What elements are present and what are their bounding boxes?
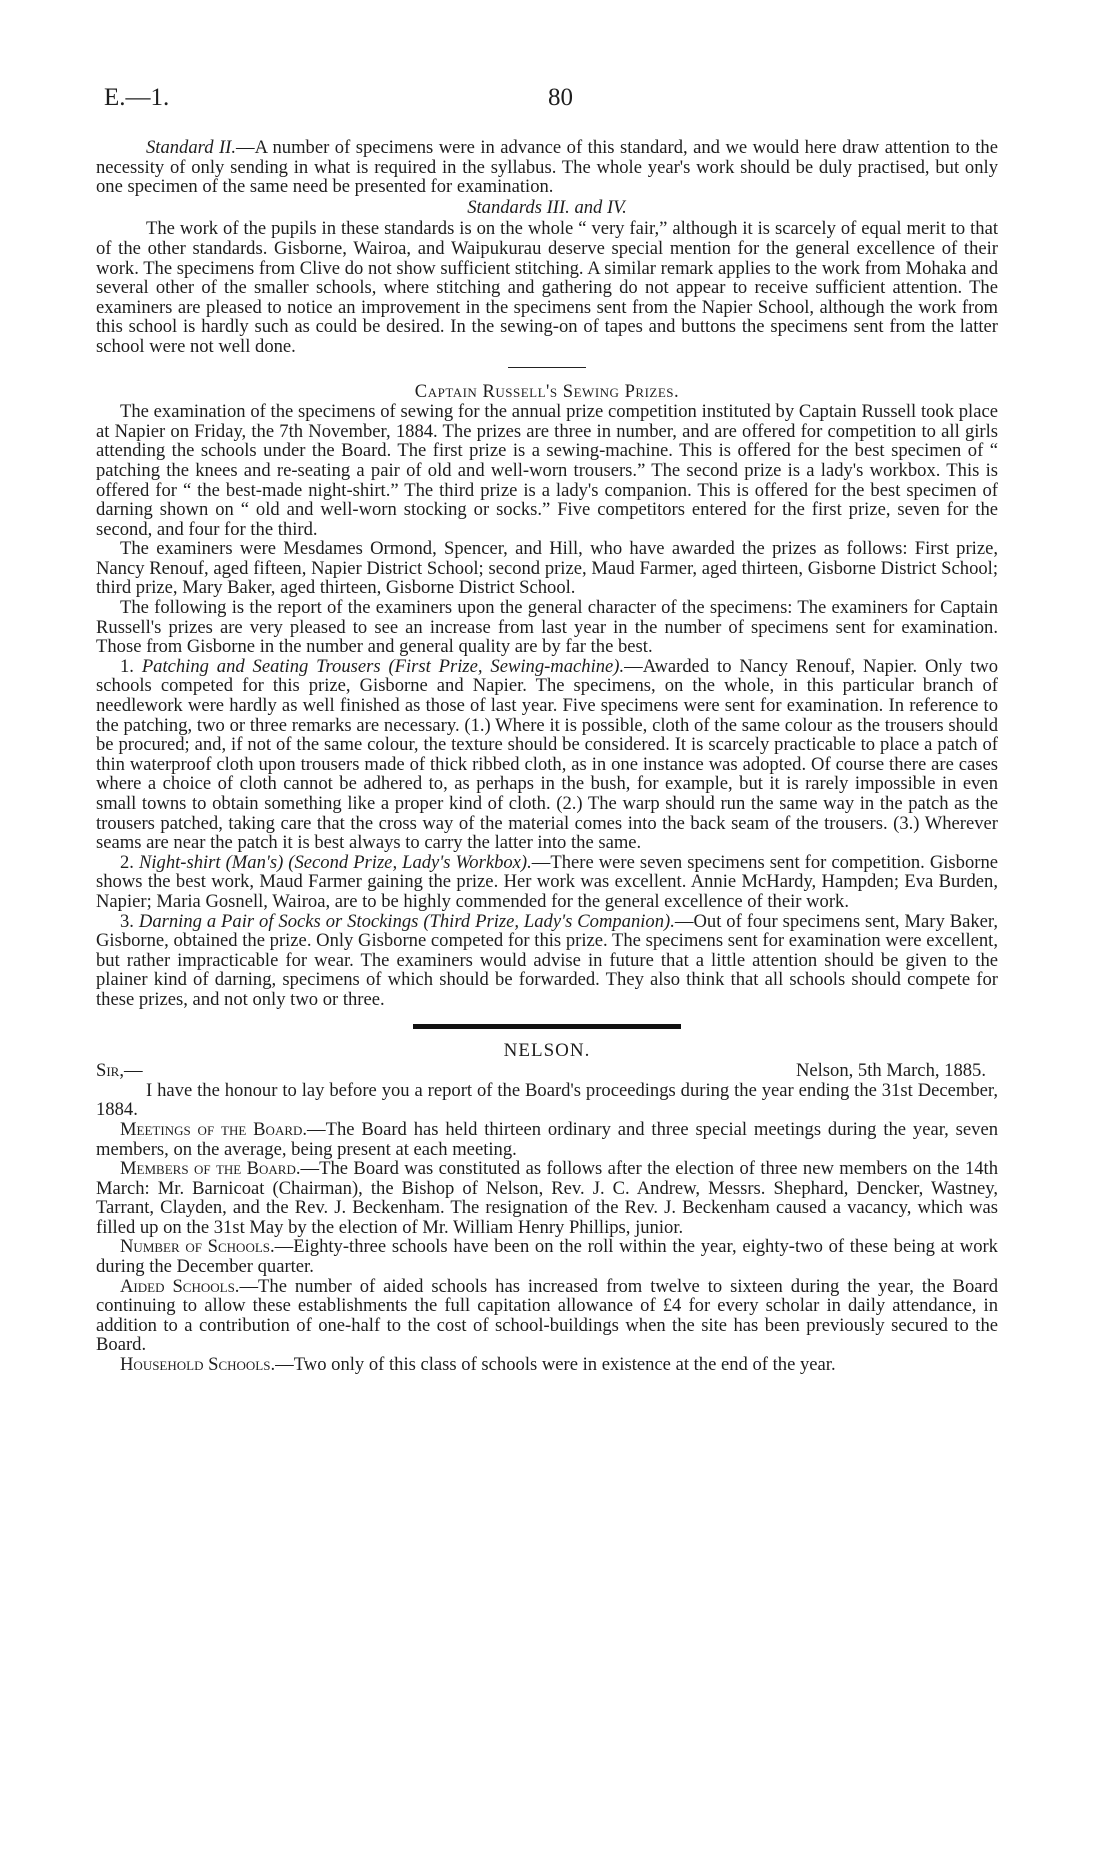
report-item-3-title: Darning a Pair of Socks or Stockings (Third Prize, Lady's Companion).: [138, 910, 675, 932]
members-paragraph: [96, 1159, 998, 1237]
report-item-1-title: Patching and Seating Trousers (First Prize, Sewing-machine).: [141, 655, 625, 677]
report-item-2: [96, 853, 998, 912]
report-item-3-number: 3.: [120, 910, 134, 932]
household-schools-paragraph: [96, 1355, 998, 1375]
nelson-intro: I have the honour to lay before you a report of the Board's proceedings during the year ending the 31st December, 1884.: [96, 1079, 998, 1121]
members-text: —The Board was constituted as follows after the election of three new members on the 14th March: Mr. Barnicoat (Chairman), the Bishop of Nelson, Rev. J. C. Andrew, Messrs. Shephard, Dencker, Wastney, Tarrant, Clayden, and the Rev. J. Beckenham. The resignation of the Rev. J. Beckenham caused a vacancy, which was filled up on the 31st May by the election of Mr. William Henry Phillips, junior.: [96, 1158, 999, 1238]
aided-schools-paragraph: [96, 1277, 998, 1355]
number-of-schools-paragraph: [96, 1237, 998, 1276]
page-body: [96, 138, 998, 1375]
report-item-1-text: —Awarded to Nancy Renouf, Napier. Only two schools competed for this prize, Gisborne and Napier. The specimens, on the whole, in this particular branch of needlework were hardly as well finished as those of last year. Five specimens were sent for examination. In reference to the patching, two or three remarks are necessary. (1.) Where it is possible, cloth of the same colour as the trousers should be procured; and, if not of the same colour, the texture should be considered. It is scarcely practicable to place a patch of thin waterproof cloth upon trousers made of thick ribbed cloth, as in one instance was adopted. Of course there are cases where a choice of cloth cannot be adhered to, as perhaps in the bush, for example, but it is rarely impossible in even small towns to obtain something like a proper kind of cloth. (2.) The warp should run the same way in the patch as the trousers patched, taking care that the cross way of the material comes into the back seam of the trousers. (3.) Wherever seams are near the patch it is best always to carry the latter into the same.: [96, 655, 998, 854]
series-code: E.—1.: [104, 84, 170, 111]
russell-paragraph-2: The examiners were Mesdames Ormond, Spencer, and Hill, who have awarded the prizes as follows: First prize, Nancy Renouf, aged fifteen, Napier District School; second prize, Maud Farmer, aged thirteen, Gisborne District School; third prize, Mary Baker, aged thirteen, Gisborne District School.: [96, 538, 998, 599]
meetings-label: Meetings of the Board.: [120, 1118, 308, 1140]
report-item-3: [96, 912, 998, 1010]
standard-two-text: —A number of specimens were in advance of this standard, and we would here draw attention to the necessity of only sending in what is required in the syllabus. The whole year's work should be duly practised, but only one specimen of the same need be presented for examination.: [96, 137, 998, 198]
report-item-1: [96, 657, 998, 853]
household-schools-label: Household Schools.: [120, 1354, 276, 1376]
thick-divider: [413, 1024, 681, 1029]
russell-paragraph-3: The following is the report of the examiners upon the general character of the specimens: The examiners for Captain Russell's prizes are very pleased to see an increase from last year in the number of specimens sent for examination. Those from Gisborne in the number and general quality are by far the best.: [96, 597, 998, 658]
standard-two-paragraph: [96, 138, 998, 197]
standards-three-four-paragraph: The work of the pupils in these standards is on the whole “ very fair,” although it is scarcely of equal merit to that of the other standards. Gisborne, Wairoa, and Waipukurau deserve special mention for the general excellence of their work. The specimens from Clive do not show sufficient stitching. A similar remark applies to the work from Mohaka and several other of the smaller schools, where stitching and gathering do not appear to receive sufficient attention. The examiners are pleased to notice an improvement in the specimens sent from the Napier School, although the work from this school is hardly such as could be desired. In the sewing-on of tapes and buttons the specimens sent from the latter school were not well done.: [96, 218, 998, 357]
page-number: 80: [548, 84, 573, 111]
report-item-2-number: 2.: [120, 851, 134, 873]
aided-schools-text: —The number of aided schools has increased from twelve to sixteen during the year, the Board continuing to allow these establishments the full capitation allowance of £4 for every scholar in daily attendance, in addition to a contribution of one-half to the cost of school-buildings when the site has been previously secured to the Board.: [96, 1275, 998, 1356]
russell-prizes-heading: Captain Russell's Sewing Prizes.: [414, 380, 680, 402]
russell-paragraph-1: The examination of the specimens of sewing for the annual prize competition instituted by Captain Russell took place at Napier on Friday, the 7th November, 1884. The prizes are three in number, and are offered for competition to all girls attending the schools under the Board. The first prize is a sewing-machine. This is offered for the best specimen of “ patching the knees and re-seating a pair of old and well-worn trousers.” The second prize is a lady's workbox. This is offered for “ the best-made night-shirt.” The third prize is a lady's companion. This is offered for the best specimen of darning shown on “ old and well-worn stocking or socks.” Five competitors entered for the first prize, seven for the second, and four for the third.: [96, 401, 998, 540]
number-of-schools-text: —Eighty-three schools have been on the roll within the year, eighty-two of these being at work during the December quarter.: [96, 1236, 998, 1278]
report-item-1-number: 1.: [120, 655, 134, 677]
salutation: Sir,—: [96, 1060, 143, 1082]
report-item-2-text: —There were seven specimens sent for competition. Gisborne shows the best work, Maud Farmer gaining the prize. Her work was excellent. Annie McHardy, Hampden; Eva Burden, Napier; Maria Gosnell, Wairoa, are to be highly commended for the general excellence of their work.: [96, 851, 998, 912]
members-label: Members of the Board.: [120, 1158, 301, 1180]
report-item-2-title: Night-shirt (Man's) (Second Prize, Lady's Workbox).: [138, 851, 532, 873]
report-item-3-text: —Out of four specimens sent, Mary Baker, Gisborne, obtained the prize. Only Gisborne competed for this prize. The specimens sent for examination were excellent, but rather impracticable for wear. The examiners would advise in future that a little attention should be given to the plainer kind of darning, specimens of which should be forwarded. They also think that all schools should compete for these prizes, and not only two or three.: [96, 910, 999, 1010]
meetings-text: —The Board has held thirteen ordinary and three special meetings during the year, seven members, on the average, being present at each meeting.: [96, 1118, 998, 1160]
meetings-paragraph: [96, 1120, 998, 1159]
household-schools-text: —Two only of this class of schools were in existence at the end of the year.: [275, 1354, 836, 1376]
letter-opening: [96, 1061, 998, 1081]
place-date: Nelson, 5th March, 1885.: [795, 1060, 986, 1082]
standard-two-label: Standard II.: [146, 137, 237, 158]
nelson-heading: NELSON.: [503, 1039, 591, 1061]
aided-schools-label: Aided Schools.: [120, 1275, 240, 1297]
standards-three-four-heading: Standards III. and IV.: [467, 196, 627, 218]
number-of-schools-label: Number of Schools.: [120, 1236, 275, 1258]
section-divider: [508, 367, 586, 368]
